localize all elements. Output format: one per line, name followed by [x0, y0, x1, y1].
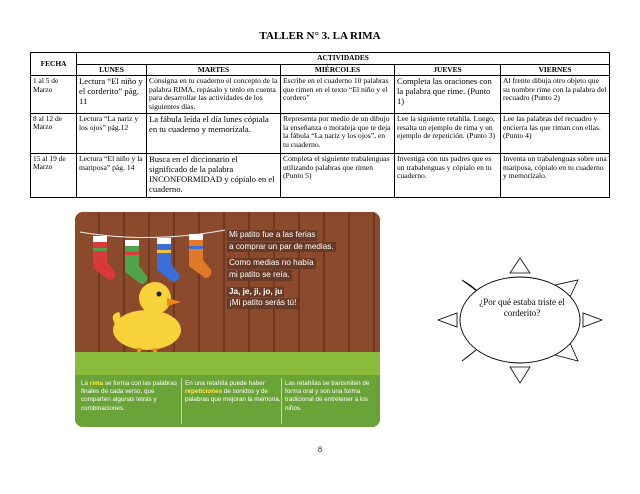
activity-cell: Completa el siguiente trabalenguas utilizando palabras que rimen (Punto 5): [281, 153, 395, 197]
info-keyword: repeticiones: [185, 388, 223, 396]
rhyme-line: ¡Mi patito serás tú!: [229, 298, 297, 308]
table-row: [31, 113, 610, 153]
date-cell: 8 al 12 de Marzo: [31, 113, 77, 153]
rhyme-line: Como medias no había: [229, 258, 314, 268]
day-header: MIÉRCOLES: [281, 64, 395, 76]
activity-cell: Lectura “El niño y la mariposa” pág. 14: [77, 153, 147, 197]
table-row: [31, 76, 610, 114]
activity-cell: Representa por medio de un dibujo la enseñanza o moraleja que te deja la fábula “La nariz y los ojos”, en tu cuaderno.: [281, 113, 395, 153]
grass: [75, 352, 380, 376]
stocking-icon: [157, 238, 179, 282]
info-keyword: rima: [89, 380, 104, 387]
activity-cell: La fábula leída el día lunes cópiala en tu cuaderno y memorízala.: [147, 113, 281, 153]
rhyme-line: Mi patito fue a las ferias: [229, 230, 316, 239]
fecha-header: FECHA: [31, 53, 77, 76]
info-text: de sonidos y de palabras que mejoran la memoria.: [185, 388, 281, 404]
stocking-icon: [189, 234, 211, 278]
rhyme-line: a comprar un par de medias.: [229, 241, 334, 251]
info-rima: [81, 380, 177, 413]
ray-icon: [510, 367, 530, 383]
activity-cell: Lectura “La nariz y los ojos” pág.12: [77, 113, 147, 153]
info-text: En una retahíla puede haber: [185, 380, 265, 387]
activity-cell: Lee las palabras del recuadro y encierra las que riman con ellas. (Punto 4): [501, 113, 610, 153]
activities-table: [30, 52, 610, 198]
info-text: La: [81, 380, 90, 387]
activity-cell: Consigna en tu cuaderno el concepto de la palabra RIMA, repásalo y tenlo en cuenta para desarrollar las actividades de los siguientes días.: [147, 76, 281, 114]
rhyme-text: [227, 230, 372, 310]
duck-icon: [113, 282, 181, 356]
info-text: se forma con las palabras finales de cada verso, que comparten algunas letras y combinaciones.: [81, 380, 177, 412]
date-cell: 15 al 19 de Marzo: [31, 153, 77, 197]
date-cell: 1 al 5 de Marzo: [31, 76, 77, 114]
ray-icon: [438, 313, 457, 327]
ray-icon: [583, 313, 602, 327]
rhyme-line: mi patito se reía.: [229, 269, 290, 279]
activity-cell: Investiga con tus padres que es un trabalenguas y cópialo en tu cuaderno.: [395, 153, 501, 197]
activity-cell: Escribe en el cuaderno 10 palabras que rimen en el texto “El niño y el cordero”: [281, 76, 395, 114]
activity-cell: Inventa un trabalenguas sobre una mariposa, cópialo en tu cuaderno y memorízalo.: [501, 153, 610, 197]
actividades-header: ACTIVIDADES: [77, 53, 610, 65]
divider: [181, 378, 182, 424]
info-text: Las retahílas se transmiten de forma oral y son una forma tradicional de entretener a los niños.: [285, 380, 370, 412]
table-header-row: [31, 53, 610, 65]
ray-icon: [510, 258, 530, 273]
rhyme-line: Ja, je, ji, jo, ju: [229, 286, 283, 296]
stocking-icon: [93, 236, 115, 280]
day-header: MARTES: [147, 64, 281, 76]
sun-center: [460, 277, 580, 363]
sun-question: ¿Por qué estaba triste el corderito?: [479, 297, 565, 319]
info-retahila: [185, 380, 281, 405]
stocking-icon: [125, 240, 147, 284]
activity-cell: Al frente dibuja otro objeto que su nombre rime con la palabra del recuadro (Punto 2): [501, 76, 610, 114]
day-header: LUNES: [77, 64, 147, 76]
days-header-row: [31, 64, 610, 76]
rhyme-poster: [75, 212, 380, 427]
activity-cell: Lectura “El niño y el corderito” pág. 11: [77, 76, 147, 114]
sun-diagram: [430, 255, 610, 385]
page-title: TALLER N° 3. LA RIMA: [259, 30, 381, 42]
table-row: [31, 153, 610, 197]
divider: [281, 378, 282, 424]
page-number: 8: [318, 445, 322, 454]
day-header: VIERNES: [501, 64, 610, 76]
info-tradicion: [285, 380, 380, 413]
activity-cell: Lee la siguiente retahíla. Luego, resalta un ejemplo de rima y un ejemplo de repetición. (Punto 3): [395, 113, 501, 153]
day-header: JUEVES: [395, 64, 501, 76]
activity-cell: Busca en el diccionario el significado de la palabra INCONFORMIDAD y cópialo en el cuaderno.: [147, 153, 281, 197]
activity-cell: Completa las oraciones con la palabra que rime. (Punto 1): [395, 76, 501, 114]
